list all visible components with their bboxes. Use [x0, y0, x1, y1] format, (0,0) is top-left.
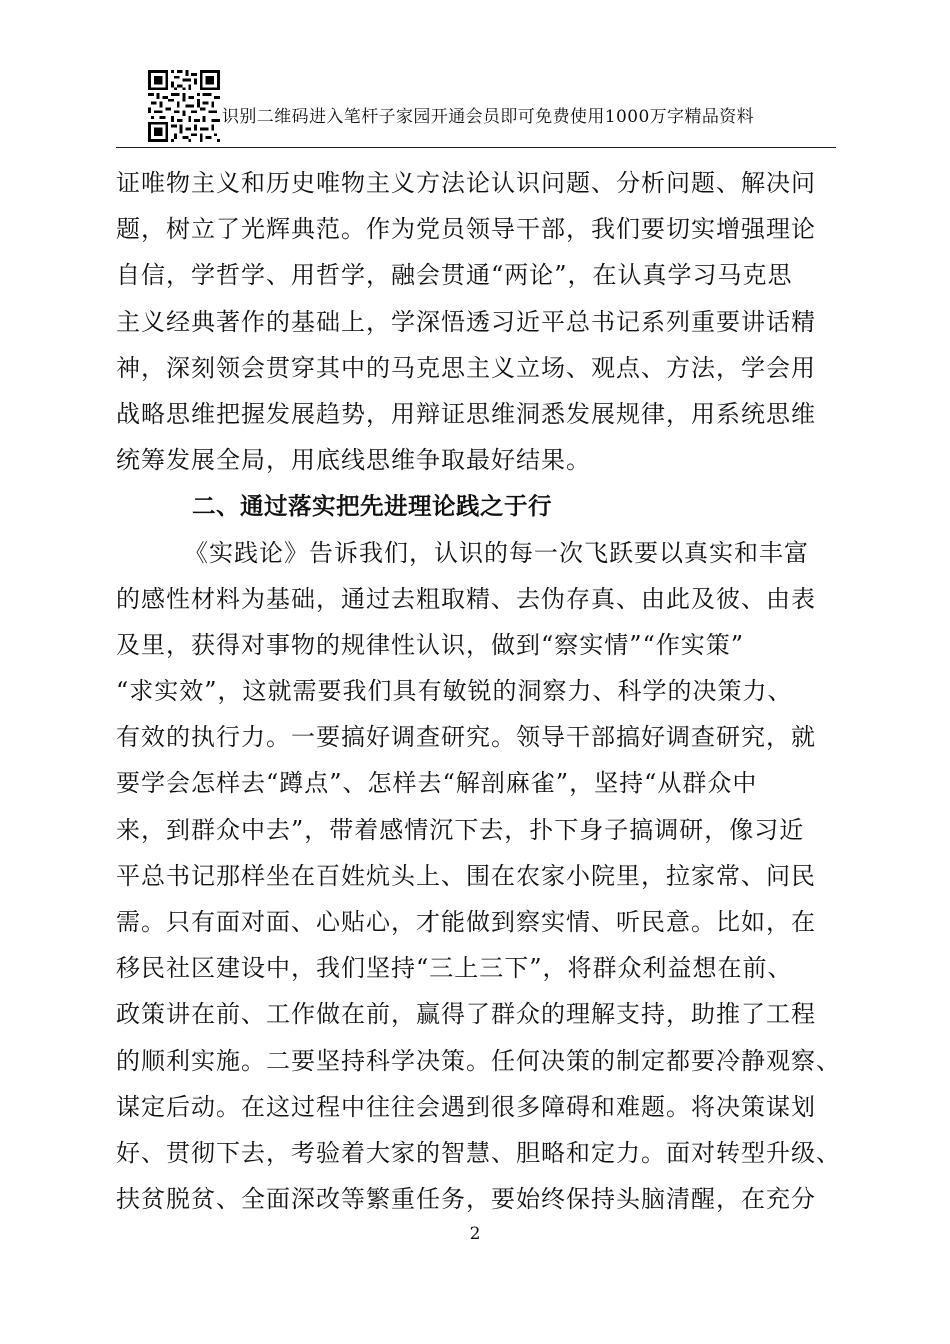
section-heading: 二、通过落实把先进理论践之于行	[192, 492, 552, 521]
body-line: 主义经典著作的基础上，学深悟透习近平总书记系列重要讲话精	[116, 307, 816, 336]
body-line	[116, 668, 836, 714]
body-line: 题，树立了光辉典范。作为党员领导干部，我们要切实增强理论	[116, 215, 816, 244]
line-text: 扶贫脱贫、全面深改等繁重任务，要始终保持头脑清醒，在充分	[116, 1185, 816, 1214]
body-line	[116, 1176, 836, 1222]
body-line	[116, 991, 836, 1037]
body-line	[116, 945, 836, 991]
line-text: 来，到群众中去”，带着感情沉下去，扑下身子搞调研，像习近	[116, 815, 805, 844]
line-text: 的感性材料为基础，通过去粗取精、去伪存真、由此及彼、由表	[116, 584, 816, 613]
body-line	[116, 1084, 836, 1130]
body-line: 神，深刻领会贯穿其中的马克思主义立场、观点、方法，学会用	[116, 353, 816, 382]
line-text: “求实效”，这就需要我们具有敏锐的洞察力、科学的决策力、	[116, 677, 793, 706]
keyword-phrase: 二要坚持科学决策。	[266, 1046, 491, 1075]
header-divider	[116, 147, 836, 148]
header-promo-text: 识别二维码进入笔杆子家园开通会员即可免费使用1000万字精品资料	[222, 107, 755, 127]
keyword-phrase: 一要搞好调查研究。	[291, 723, 516, 752]
body-line	[116, 530, 836, 576]
line-text: 需。只有面对面、心贴心，才能做到察实情、听民意。比如，在	[116, 908, 816, 936]
body-line	[116, 1038, 841, 1084]
body-line: 证唯物主义和历史唯物主义方法论认识问题、分析问题、解决问	[116, 169, 816, 197]
line-text: 领导干部搞好调查研究，就	[516, 723, 816, 752]
line-text: 谋定后动。在这过程中往往会遇到很多障碍和难题。将决策谋划	[116, 1092, 816, 1121]
line-text: 《实践论》告诉我们，认识的每一次飞跃要以真实和丰富	[184, 538, 809, 567]
line-text: 政策讲在前、工作做在前，赢得了群众的理解支持，助推了工程	[116, 1000, 816, 1029]
body-line	[116, 576, 836, 622]
body-line: 自信，学哲学、用哲学，融会贯通“两论”，在认真学习马克思	[116, 261, 793, 290]
body-line	[116, 899, 836, 945]
page-number: 2	[469, 1224, 481, 1244]
line-text: 的顺利实施。	[116, 1046, 266, 1075]
body-line	[116, 714, 836, 760]
line-text: 任何决策的制定都要冷静观察、	[491, 1046, 841, 1075]
line-text: 要学会怎样去“蹲点”、怎样去“解剖麻雀”，坚持“从群众中	[116, 769, 758, 798]
body-line: 战略思维把握发展趋势，用辩证思维洞悉发展规律，用系统思维	[116, 399, 816, 428]
body-line	[116, 807, 836, 853]
document-body	[116, 160, 841, 1222]
line-text: 及里，获得对事物的规律性认识，做到“察实情”“作实策”	[116, 630, 745, 659]
line-text: 平总书记那样坐在百姓炕头上、围在农家小院里，拉家常、问民	[116, 861, 816, 890]
body-line	[116, 853, 836, 899]
body-line	[116, 1130, 841, 1176]
body-line	[116, 622, 836, 668]
line-text: 移民社区建设中，我们坚持“三上三下”，将群众利益想在前、	[116, 954, 793, 983]
line-text: 有效的执行力。	[116, 723, 291, 752]
qr-code-icon	[148, 70, 220, 142]
body-line	[116, 760, 836, 806]
line-text: 好、贯彻下去，考验着大家的智慧、胆略和定力。面对转型升级、	[116, 1138, 841, 1167]
body-line: 统筹发展全局，用底线思维争取最好结果。	[116, 446, 591, 475]
